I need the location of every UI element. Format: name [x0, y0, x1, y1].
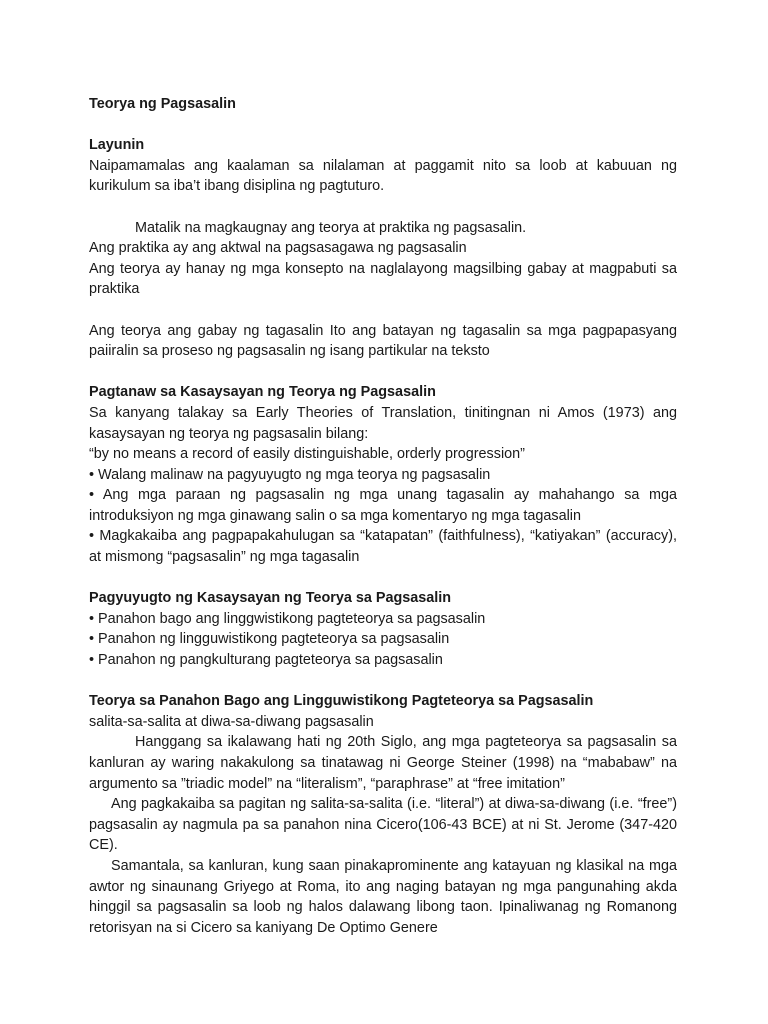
- pagyuyugto-bullet-1: • Panahon bago ang linggwistikong pagteteorya sa pagsasalin: [89, 610, 486, 627]
- pagtanaw-bullet-1: • Walang malinaw na pagyuyugto ng mga teorya ng pagsasalin: [89, 466, 491, 483]
- layunin-text: Naipamamalas ang kaalaman sa nilalaman at paggamit nito sa loob at kabuuan ng kurikulum sa iba’t ibang disiplina ng pagtuturo.: [89, 157, 677, 195]
- pagtanaw-intro: Sa kanyang talakay sa Early Theories of Translation, tinitingnan ni Amos (1973) ang kasaysayan ng teorya ng pagsasalin bilang:: [89, 404, 677, 442]
- panahon-bago-paragraph-1: Hanggang sa ikalawang hati ng 20th Siglo, ang mga pagteteorya sa pagsasalin sa kanluran ay waring nakakulong sa tinatawag ni George Steiner (1998) na “mababaw” na argumento sa ”triadic model” na “literalism”, “paraphrase” at “free imitation”: [89, 734, 677, 792]
- pagtanaw-quote: “by no means a record of easily distinguishable, orderly progression”: [89, 446, 525, 463]
- pagyuyugto-bullet-2: • Panahon ng lingguwistikong pagteteorya sa pagsasalin: [89, 631, 450, 648]
- layunin-heading: Layunin: [89, 137, 145, 154]
- pagtanaw-bullet-2: • Ang mga paraan ng pagsasalin ng mga unang tagasalin ay mahahango sa mga introduksiyon ng mga ginawang salin o sa mga komentaryo ng mga tagasalin: [89, 487, 677, 524]
- intro-line-1: Matalik na magkaugnay ang teorya at praktika ng pagsasalin.: [135, 219, 527, 236]
- intro-line-2: Ang praktika ay ang aktwal na pagsasagawa ng pagsasalin: [89, 240, 467, 257]
- pagyuyugto-bullet-3: • Panahon ng pangkulturang pagteteorya sa pagsasalin: [89, 652, 443, 669]
- panahon-bago-paragraph-3: Samantala, sa kanluran, kung saan pinakaprominente ang katayuan ng klasikal na mga awtor ng sinaunang Griyego at Roma, ito ang naging batayan ng mga pangunahing akda hinggil sa pagsasalin sa loob ng halos dalawang libong taon. Ipinaliwanag ng Romanong retorisyan na si Cicero sa kaniyang De Optimo Genere: [89, 857, 677, 936]
- pagyuyugto-heading: Pagyuyugto ng Kasaysayan ng Teorya sa Pagsasalin: [89, 590, 452, 607]
- intro-line-3: Ang teorya ay hanay ng mga konsepto na naglalayong magsilbing gabay at magpabuti sa praktika: [89, 260, 677, 298]
- panahon-bago-subheading: salita-sa-salita at diwa-sa-diwang pagsasalin: [89, 713, 374, 730]
- document-title: Teorya ng Pagsasalin: [89, 96, 236, 112]
- pagtanaw-bullet-3: • Magkakaiba ang pagpapakahulugan sa “katapatan” (faithfulness), “katiyakan” (accuracy), at mismong “pagsasalin” ng mga tagasalin: [89, 528, 677, 566]
- panahon-bago-heading: Teorya sa Panahon Bago ang Lingguwistikong Pagteteorya sa Pagsasalin: [89, 693, 594, 710]
- pagtanaw-heading: Pagtanaw sa Kasaysayan ng Teorya ng Pagsasalin: [89, 384, 436, 401]
- panahon-bago-paragraph-2: Ang pagkakaiba sa pagitan ng salita-sa-salita (i.e. “literal”) at diwa-sa-diwang (i.e. “free”) pagsasalin ay nagmula pa sa panahon nina Cicero(106-43 BCE) at ni St. Jerome (347-420 CE).: [89, 796, 677, 854]
- intro-line-4: Ang teorya ang gabay ng tagasalin Ito ang batayan ng tagasalin sa mga pagpapasyang paiiralin sa proseso ng pagsasalin ng isang partikular na teksto: [89, 322, 677, 360]
